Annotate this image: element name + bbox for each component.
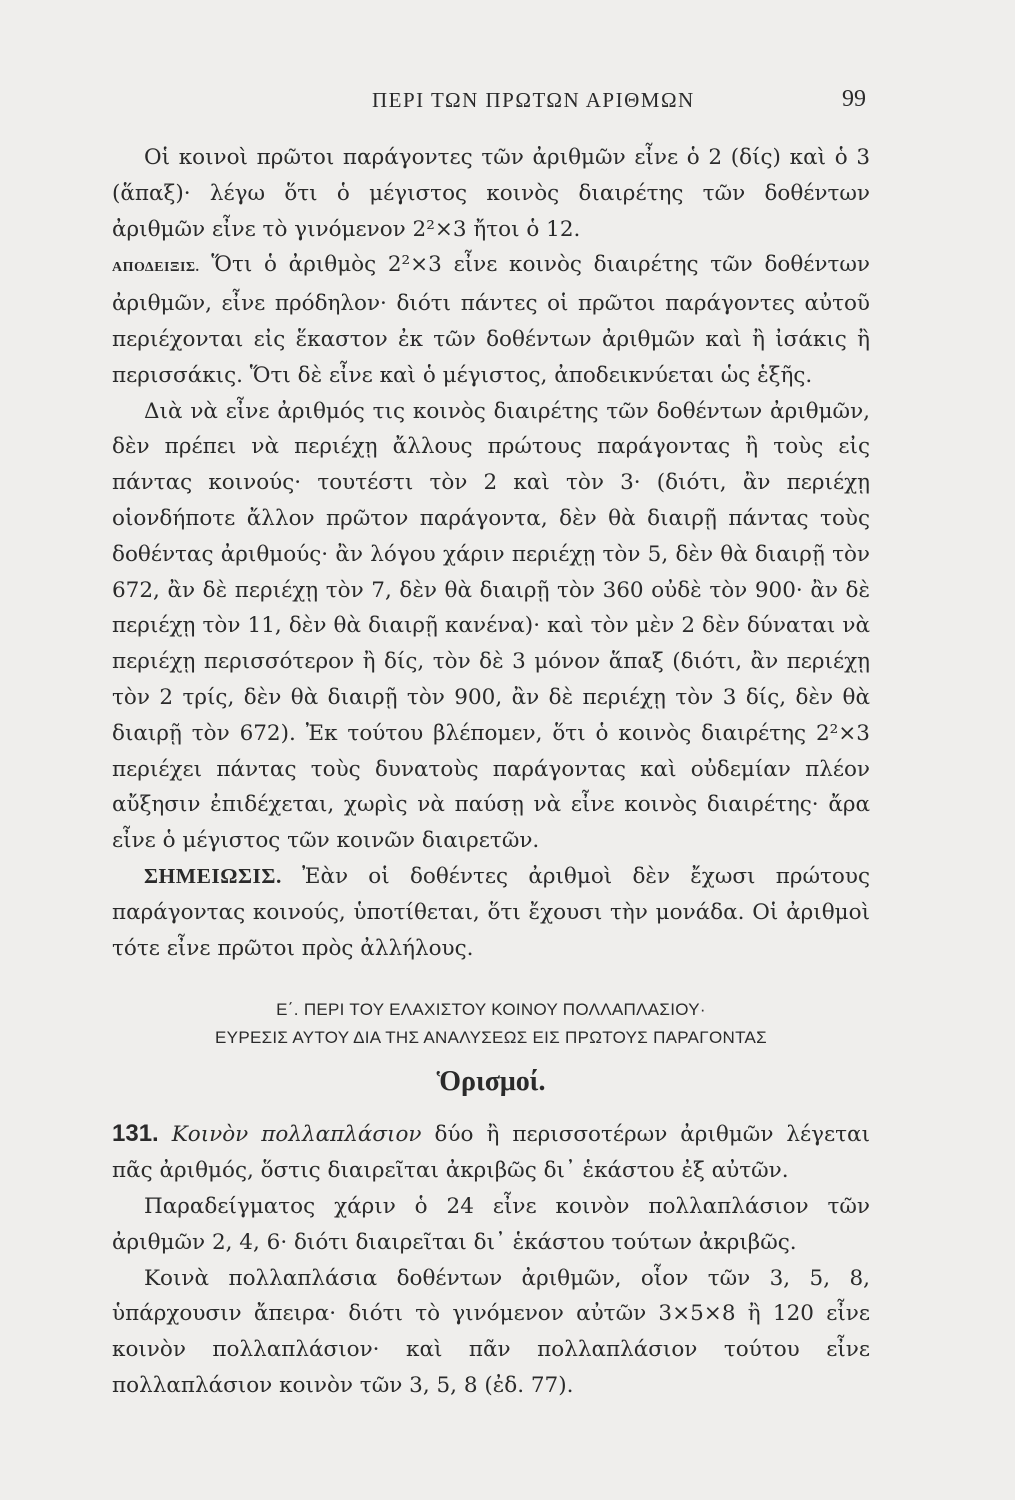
proof-text: Ὅτι ὁ ἀριθμὸς 2²×3 εἶνε κοινὸς διαιρέτης τῶν δοθέντων ἀριθμῶν, εἶνε πρόδηλον· διότι πάντες οἱ πρῶτοι παράγοντες αὐτοῦ περιέχονται εἰς ἕκαστον ἐκ τῶν δοθέντων ἀριθμῶν καὶ ἢ ἰσάκις ἢ περισσάκις. Ὅτι δὲ εἶνε καὶ ὁ μέγιστος, ἀποδεικνύεται ὡς ἑξῆς. — [112, 252, 870, 388]
running-header — [0, 88, 1015, 124]
section-heading-line2: ΕΥΡΕΣΙΣ ΑΥΤΟΥ ΔΙΑ ΤΗΣ ΑΝΑΛΥΣΕΩΣ ΕΙΣ ΠΡΩΤΟΥΣ ΠΑΡΑΓΟΝΤΑΣ — [215, 1028, 767, 1048]
running-title: ΠΕΡΙ ΤΩΝ ΠΡΩΤΩΝ ΑΡΙΘΜΩΝ — [372, 88, 695, 112]
paragraph-argument: Διὰ νὰ εἶνε ἀριθμός τις κοινὸς διαιρέτης τῶν δοθέντων ἀριθμῶν, δὲν πρέπει νὰ περιέχῃ ἄλλους πρώτους παράγοντας ἢ τοὺς εἰς πάντας κοινούς· τουτέστι τὸν 2 καὶ τὸν 3· (διότι, ἂν περιέχῃ οἱονδήποτε ἄλλον πρῶτον παράγοντα, δὲν θὰ διαιρῇ πάντας τοὺς δοθέντας ἀριθμούς· ἂν λόγου χάριν περιέχῃ τὸν 5, δὲν θὰ διαιρῇ τὸν 672, ἂν δὲ περιέχῃ τὸν 7, δὲν θὰ διαιρῇ τὸν 360 οὐδὲ τὸν 900· ἂν δὲ περιέχῃ τὸν 11, δὲν θὰ διαιρῇ κανένα)· καὶ τὸν μὲν 2 δὲν δύναται νὰ περιέχῃ περισσότερον ἢ δίς, τὸν δὲ 3 μόνον ἅπαξ (διότι, ἂν περιέχῃ τὸν 2 τρίς, δὲν θὰ διαιρῇ τὸν 900, ἂν δὲ περιέχῃ τὸν 3 δίς, δὲν θὰ διαιρῇ τὸν 672). Ἐκ τούτου βλέπομεν, ὅτι ὁ κοινὸς διαιρέτης 2²×3 περιέχει πάντας τοὺς δυνατοὺς παράγοντας καὶ οὐδεμίαν πλέον αὔξησιν ἐπιδέχεται, χωρὶς νὰ παύσῃ νὰ εἶνε κοινὸς διαιρέτης· ἄρα εἶνε ὁ μέγιστος τῶν κοινῶν διαιρετῶν. — [112, 398, 870, 854]
proof-label: ΑΠΟΔΕΙΞΙΣ. — [112, 260, 200, 276]
note-text: Ἐὰν οἱ δοθέντες ἀριθμοὶ δὲν ἔχωσι πρώτους παράγοντας κοινούς, ὑποτίθεται, ὅτι ἔχουσι τὴν μονάδα. Οἱ ἀριθμοὶ τότε εἶνε πρῶτοι πρὸς ἀλλήλους. — [112, 863, 870, 961]
note-label: ΣΗΜΕΙΩΣΙΣ. — [144, 863, 282, 888]
article-131 — [112, 1116, 870, 1189]
article-number: 131. — [112, 1120, 159, 1148]
paragraph-common-factors: Οἱ κοινοὶ πρῶτοι παράγοντες τῶν ἀριθμῶν εἶνε ὁ 2 (δίς) καὶ ὁ 3 (ἅπαξ)· λέγω ὅτι ὁ μέγιστος κοινὸς διαιρέτης τῶν δοθέντων ἀριθμῶν εἶνε τὸ γινόμενον 2²×3 ἤτοι ὁ 12. — [112, 145, 870, 242]
page-number: 99 — [842, 86, 866, 112]
paragraph-example: Παραδείγματος χάριν ὁ 24 εἶνε κοινὸν πολλαπλάσιον τῶν ἀριθμῶν 2, 4, 6· διότι διαιρεῖται δι᾿ ἑκάστου τούτων ἀκριβῶς. — [112, 1193, 870, 1255]
paragraph-proof — [112, 247, 870, 393]
definitions-heading: Ὁρισμοί. — [436, 1066, 546, 1098]
paragraph-note — [112, 859, 870, 966]
section-heading-line1: Ε΄. ΠΕΡΙ ΤΟΥ ΕΛΑΧΙΣΤΟΥ ΚΟΙΝΟΥ ΠΟΛΛΑΠΛΑΣΙΟΥ· — [276, 1000, 706, 1020]
main-text — [112, 140, 870, 1404]
paragraph-common-multiples: Κοινὰ πολλαπλάσια δοθέντων ἀριθμῶν, οἷον τῶν 3, 5, 8, ὑπάρχουσιν ἄπειρα· διότι τὸ γινόμενον αὐτῶν 3×5×8 ἢ 120 εἶνε κοινὸν πολλαπλάσιον· καὶ πᾶν πολλαπλάσιον τούτου εἶνε πολλαπλάσιον κοινὸν τῶν 3, 5, 8 (ἐδ. 77). — [112, 1265, 870, 1398]
defined-term: Κοινὸν πολλαπλάσιον — [158, 1122, 422, 1148]
section-heading — [112, 996, 870, 1052]
article-text: δύο ἢ περισσοτέρων ἀριθμῶν λέγεται πᾶς ἀριθμός, ὅστις διαιρεῖται ἀκριβῶς δι᾿ ἑκάστου ἐξ αὐτῶν. — [112, 1122, 870, 1184]
